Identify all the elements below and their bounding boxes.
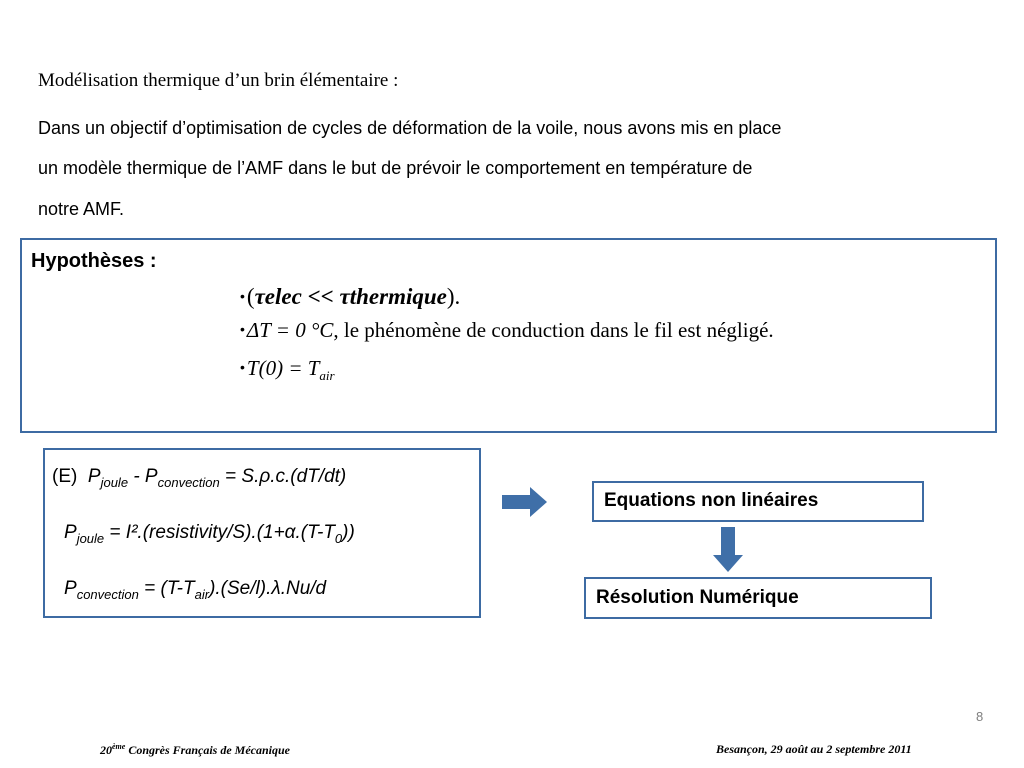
equation-joule-power: [64, 522, 355, 546]
tau-symbol: τ: [254, 284, 265, 309]
much-less-operator: <<: [301, 284, 340, 309]
tau-elec: [255, 284, 302, 309]
eq2-p: P: [64, 522, 77, 543]
eq3-rhs: = (T-T: [138, 578, 195, 599]
bullet-icon: •: [240, 359, 245, 375]
intro-line-2: un modèle thermique de l’AMF dans le but de prévoir le comportement en température de: [38, 158, 753, 178]
hypotheses-title: Hypothèses :: [31, 250, 157, 272]
eq1-minus-p: - P: [128, 466, 158, 487]
page-number: 8: [976, 709, 984, 724]
bullet-icon: •: [240, 321, 245, 337]
hypothesis-initial-temperature: [240, 356, 335, 384]
eq3-close: ).(Se/l).λ.Nu/d: [209, 578, 327, 599]
eq3-p: P: [64, 578, 77, 599]
tau-thermique: [340, 284, 447, 309]
eq3-sub-convection: convection: [76, 586, 139, 602]
footer-edition-suffix: ème: [112, 742, 126, 751]
hypothesis-time-constants: [240, 284, 460, 310]
eq1-rhs: = S.ρ.c.(dT/dt): [219, 466, 347, 487]
eq2-sub-zero: 0: [334, 530, 343, 546]
conduction-text: , le phénomène de conduction dans le fil est négligé.: [333, 318, 774, 342]
eq2-close: )): [342, 522, 355, 543]
tau-thermique-label: thermique: [349, 284, 447, 309]
tau-symbol: τ: [339, 284, 350, 309]
equation-label: (E): [52, 466, 78, 487]
eq1-p: P: [87, 466, 101, 487]
bullet-icon: •: [240, 288, 245, 304]
footer-conference-name: Congrès Français de Mécanique: [125, 743, 291, 757]
footer-conference: [100, 742, 290, 758]
intro-line-1: Dans un objectif d’optimisation de cycles de déformation de la voile, nous avons mis en place: [38, 118, 782, 138]
slide-heading: Modélisation thermique d’un brin élémentaire :: [38, 70, 399, 91]
open-paren: (: [246, 284, 255, 309]
close-paren: ).: [446, 284, 461, 309]
down-arrow-icon: [712, 527, 744, 573]
eq2-rhs: = I².(resistivity/S).(1+α.(T-T: [104, 522, 335, 543]
footer-edition-number: 20: [100, 743, 112, 757]
equation-energy-balance: [52, 466, 346, 490]
eq1-sub-convection: convection: [157, 474, 220, 490]
eq1-sub-joule: joule: [100, 474, 129, 490]
eq2-sub-joule: joule: [76, 530, 105, 546]
intro-line-3: notre AMF.: [38, 199, 125, 219]
right-arrow-icon: [502, 486, 548, 518]
nonlinear-equations-label: Equations non linéaires: [604, 490, 819, 511]
numerical-resolution-label: Résolution Numérique: [596, 587, 799, 608]
initial-temp-expression: T(0) = T: [246, 356, 320, 380]
delta-t-expression: ΔT = 0 °C: [246, 318, 334, 342]
eq3-sub-air: air: [194, 586, 210, 602]
footer-location-date: Besançon, 29 août au 2 septembre 2011: [716, 742, 912, 756]
tau-elec-label: elec: [264, 284, 302, 309]
equation-convection-power: [64, 578, 326, 602]
initial-temp-subscript: air: [319, 368, 335, 384]
hypothesis-conduction: [240, 318, 774, 343]
